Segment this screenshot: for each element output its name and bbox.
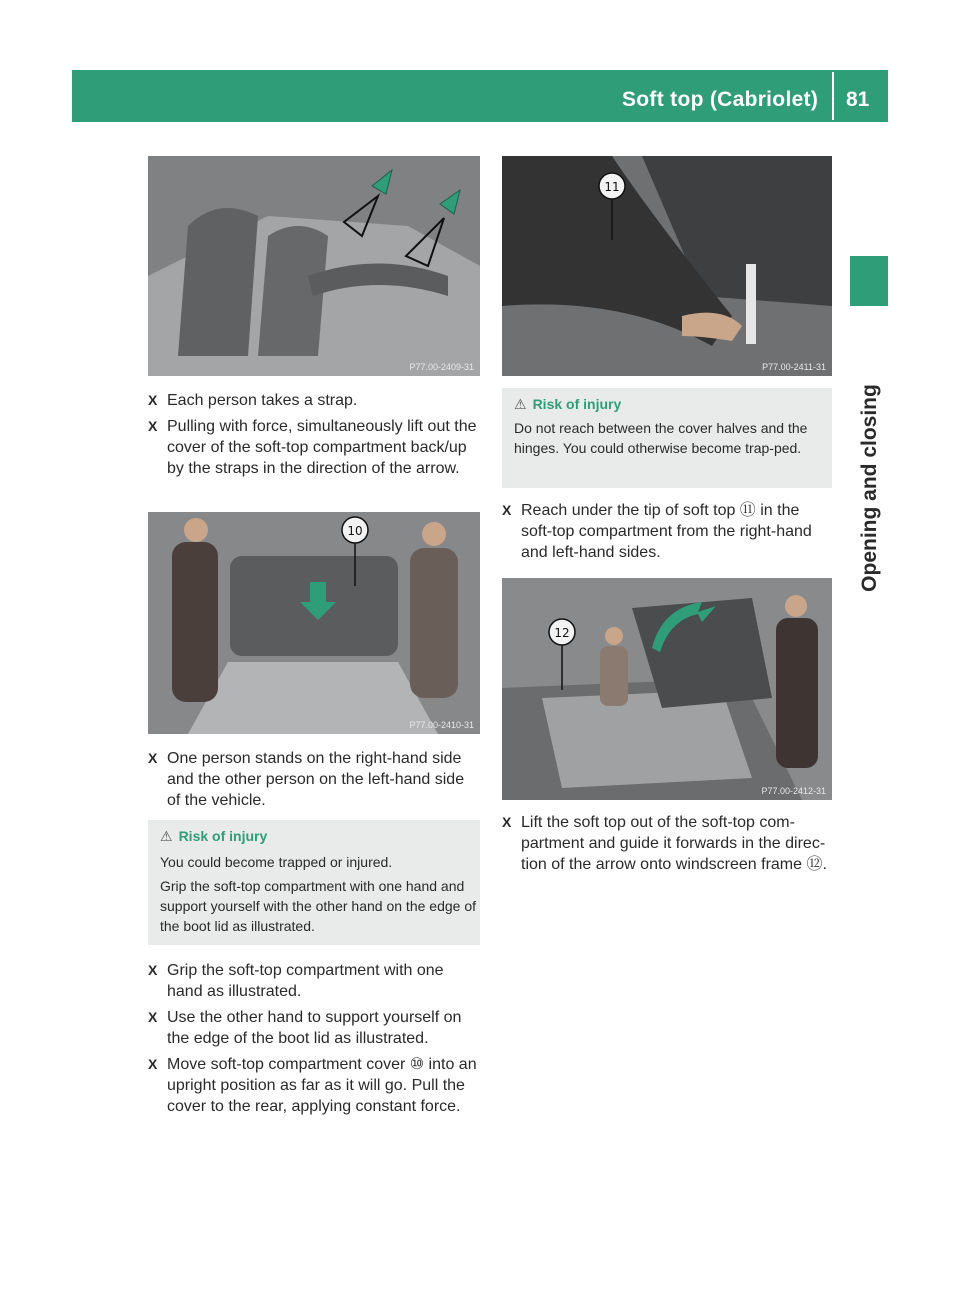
list-item: X Use the other hand to support yourself on the edge of the boot lid as illustrated. — [148, 1009, 462, 1047]
steps-list-c — [148, 960, 480, 1122]
steps-list-right-a — [502, 500, 832, 568]
figure-lift-soft-top-illustration — [502, 578, 832, 800]
list-item: X Move soft-top compartment cover ⑩ into an upright position as far as it will go. Pull the cover to the rear, applying constant force. — [148, 1056, 477, 1115]
warning-title: ⚠ Risk of injury — [160, 828, 268, 844]
figure-lift-cover-illustration — [148, 156, 480, 376]
warning-triangle-icon: ⚠ — [514, 396, 527, 412]
steps-list-b — [148, 748, 480, 816]
figure-two-people-cover-illustration — [148, 512, 480, 734]
step-arrow-icon: X — [148, 750, 158, 766]
warning-text: You could become trapped or injured. — [160, 854, 393, 870]
chapter-label-text: Opening and closing — [858, 384, 881, 592]
warning-triangle-icon: ⚠ — [160, 828, 173, 844]
warning-text: Grip the soft-top compartment with one hand and support yourself with the other hand on the edge of the boot lid as illustrated. — [160, 878, 476, 934]
figure-lift-cover — [148, 156, 480, 376]
step-arrow-icon: X — [148, 1056, 158, 1072]
warning-box-right — [502, 388, 832, 488]
step-arrow-icon: X — [148, 1009, 158, 1025]
figure-code: P77.00-2411-31 — [762, 362, 826, 372]
list-item: X Lift the soft top out of the soft-top com-partment and guide it forwards in the direc-tion of the arrow onto windscreen frame ⑫. — [502, 814, 827, 873]
header-divider — [832, 72, 834, 120]
figure-reach-under-illustration — [502, 156, 832, 376]
step-arrow-icon: X — [502, 814, 512, 830]
warning-text: Do not reach between the cover halves and the hinges. You could otherwise become trap-ped. — [514, 420, 808, 456]
callout-11: 11 — [604, 180, 620, 194]
callout-12: 12 — [554, 626, 570, 640]
step-arrow-icon: X — [148, 962, 158, 978]
warning-box-left — [148, 820, 480, 945]
figure-code: P77.00-2412-31 — [761, 786, 826, 796]
figure-code: P77.00-2410-31 — [409, 720, 474, 730]
section-title: Soft top (Cabriolet) — [622, 88, 819, 111]
list-item: X Each person takes a strap. — [148, 392, 358, 409]
list-item: X Reach under the tip of soft top ⑪ in the soft-top compartment from the right-hand and left-hand sides. — [502, 502, 812, 561]
chapter-label — [852, 318, 888, 658]
steps-list-a — [148, 390, 480, 484]
steps-list-right-b — [502, 812, 832, 880]
figure-lift-soft-top — [502, 578, 832, 800]
page-number: 81 — [846, 88, 870, 111]
step-arrow-icon: X — [148, 418, 158, 434]
list-item: X Grip the soft-top compartment with one hand as illustrated. — [148, 962, 444, 1000]
warning-title: ⚠ Risk of injury — [514, 396, 622, 412]
list-item: X One person stands on the right-hand side and the other person on the left-hand side of the vehicle. — [148, 750, 465, 809]
figure-reach-under — [502, 156, 832, 376]
callout-10: 10 — [347, 524, 363, 538]
chapter-tab — [850, 256, 888, 306]
figure-two-people-cover — [148, 512, 480, 734]
step-arrow-icon: X — [502, 502, 512, 518]
list-item: X Pulling with force, simultaneously lift out the cover of the soft-top compartment back/up by the straps in the direction of the arrow. — [148, 418, 477, 477]
figure-code: P77.00-2409-31 — [409, 362, 474, 372]
step-arrow-icon: X — [148, 392, 158, 408]
